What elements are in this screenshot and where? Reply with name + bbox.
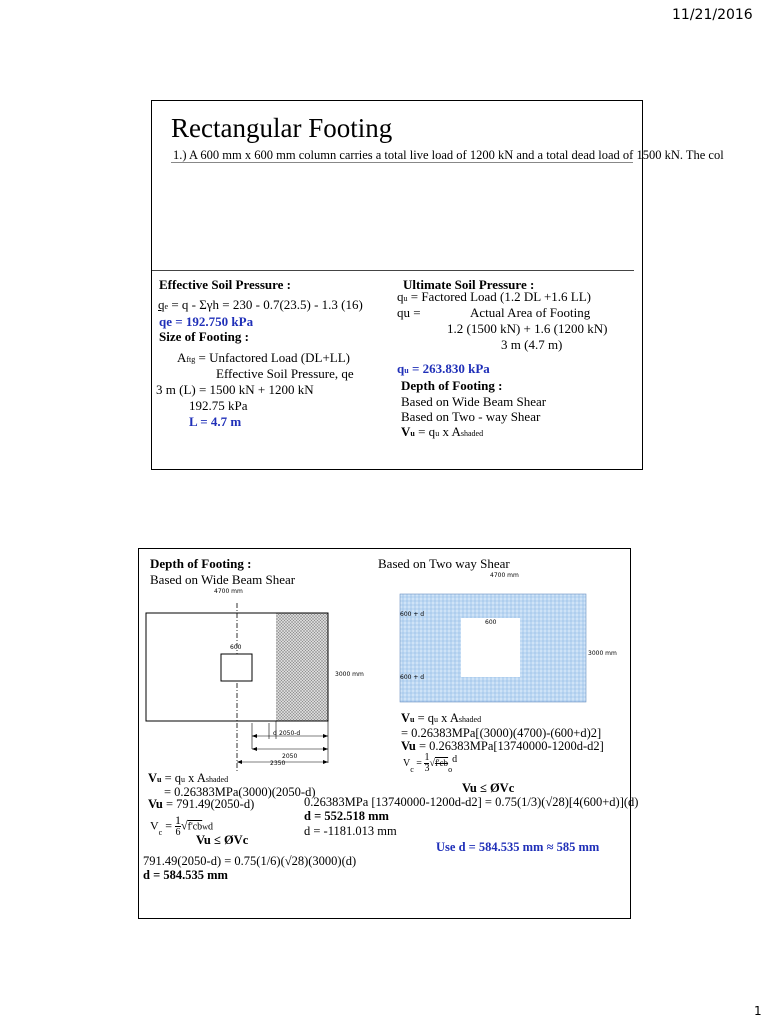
use-depth-result: Use d = 584.535 mm ≈ 585 mm [436, 840, 600, 854]
wide-beam-diagram [139, 583, 379, 773]
two-way-equation: 0.26383MPa [13740000-1200d-d2] = 0.75(1/3)(√28)[4(600+d)](d) [304, 795, 639, 809]
wide-vc-formula: $V_c$ = 1 6 √f'cbwd [150, 813, 213, 838]
effective-soil-pressure-heading: Effective Soil Pressure : [159, 277, 292, 292]
dim-3000-two-way: 3000 mm [588, 650, 617, 657]
dim-2350-label: 2350 [270, 760, 286, 767]
dim-2050-label: 2050 [282, 753, 298, 760]
dim-d-label: d [273, 730, 277, 737]
depth-of-footing-heading: Depth of Footing : [401, 378, 503, 393]
length-divisor: 192.75 kPa [189, 398, 248, 413]
effective-pressure-formula: qe = q - Σγh = 230 - 0.7(23.5) - 1.3 (16) [158, 297, 363, 312]
depth-item-two-way: Based on Two - way Shear [401, 409, 541, 424]
problem-statement: 1.) A 600 mm x 600 mm column carries a total live load of 1200 kN and a total dead load of 1500 kN. The col [173, 148, 724, 162]
wide-beam-heading: Based on Wide Beam Shear [150, 572, 296, 587]
size-of-footing-heading: Size of Footing : [159, 329, 249, 344]
area-denominator: Effective Soil Pressure, qe [216, 366, 354, 381]
ultimate-soil-pressure-heading: Ultimate Soil Pressure : [403, 277, 535, 292]
ultimate-numerator: 1.2 (1500 kN) + 1.6 (1200 kN) [447, 321, 608, 336]
slide-title: Rectangular Footing [171, 113, 393, 143]
two-way-root-1: d = 552.518 mm [304, 809, 389, 823]
two-way-vu-expansion: = 0.26383MPa[(3000)(4700)-(600+d)2] [401, 726, 602, 740]
two-way-root-2: d = -1181.013 mm [304, 824, 397, 838]
punching-perimeter [461, 618, 520, 677]
column [221, 654, 252, 681]
vu-formula: Vu = qu x Ashaded [401, 424, 484, 439]
label-600-d-bottom: 600 + d [400, 674, 425, 681]
ultimate-pressure-result: qu = 263.830 kPa [397, 361, 490, 376]
dim-3000-wide: 3000 mm [335, 671, 364, 678]
page-number: 1 [754, 1004, 762, 1018]
length-result: L = 4.7 m [189, 414, 242, 429]
dim-4700-two-way: 4700 mm [490, 572, 519, 579]
wide-result: d = 584.535 mm [143, 868, 228, 882]
wide-vu-simplified: Vu = 791.49(2050-d) [148, 797, 255, 811]
qu-equals: qu = [397, 305, 421, 320]
ultimate-pressure-formula: qu = Factored Load (1.2 DL +1.6 LL) [397, 289, 591, 304]
area-formula: Aftg = Unfactored Load (DL+LL) [177, 350, 350, 365]
label-600-d-top: 600 + d [400, 611, 425, 618]
two-way-diagram [397, 591, 587, 703]
length-equation: 3 m (L) = 1500 kN + 1200 kN [156, 382, 314, 397]
page-date: 11/21/2016 [672, 7, 753, 23]
dim-4700-wide: 4700 mm [214, 588, 243, 595]
section-divider [152, 270, 634, 271]
wide-vu-le-vc: Vu ≤ ØVc [196, 833, 249, 847]
effective-pressure-result: qe = 192.750 kPa [159, 314, 254, 329]
wide-vu-formula: Vu = qu x Ashaded [148, 771, 229, 785]
two-way-vu-le-vc: Vu ≤ ØVc [462, 781, 515, 795]
label-600: 600 [485, 619, 497, 626]
shaded-strip [276, 613, 328, 721]
depth-item-wide-beam: Based on Wide Beam Shear [401, 394, 547, 409]
ultimate-denominator: Actual Area of Footing [470, 305, 591, 320]
slide-depth-of-footing [138, 548, 639, 919]
slide-rectangular-footing [151, 100, 724, 470]
wide-equation: 791.49(2050-d) = 0.75(1/6)(√28)(3000)(d) [143, 854, 357, 868]
dim-2050-d-label: 2050-d [279, 730, 301, 737]
title-divider [171, 162, 633, 163]
two-way-heading: Based on Two way Shear [378, 556, 510, 571]
column-600-label: 600 [230, 644, 242, 651]
two-way-vu-simplified: Vu = 0.26383MPa[13740000-1200d-d2] [401, 739, 604, 753]
two-way-vc-formula: $V_c$ = $\frac{1}{3}$ $√f'cb_od$ [403, 752, 458, 774]
ultimate-area: 3 m (4.7 m) [501, 337, 563, 352]
depth-heading: Depth of Footing : [150, 556, 252, 571]
two-way-vu-formula: Vu = qu x Ashaded [401, 711, 482, 725]
wide-vu-expansion: = 0.26383MPa(3000)(2050-d) [164, 785, 316, 799]
